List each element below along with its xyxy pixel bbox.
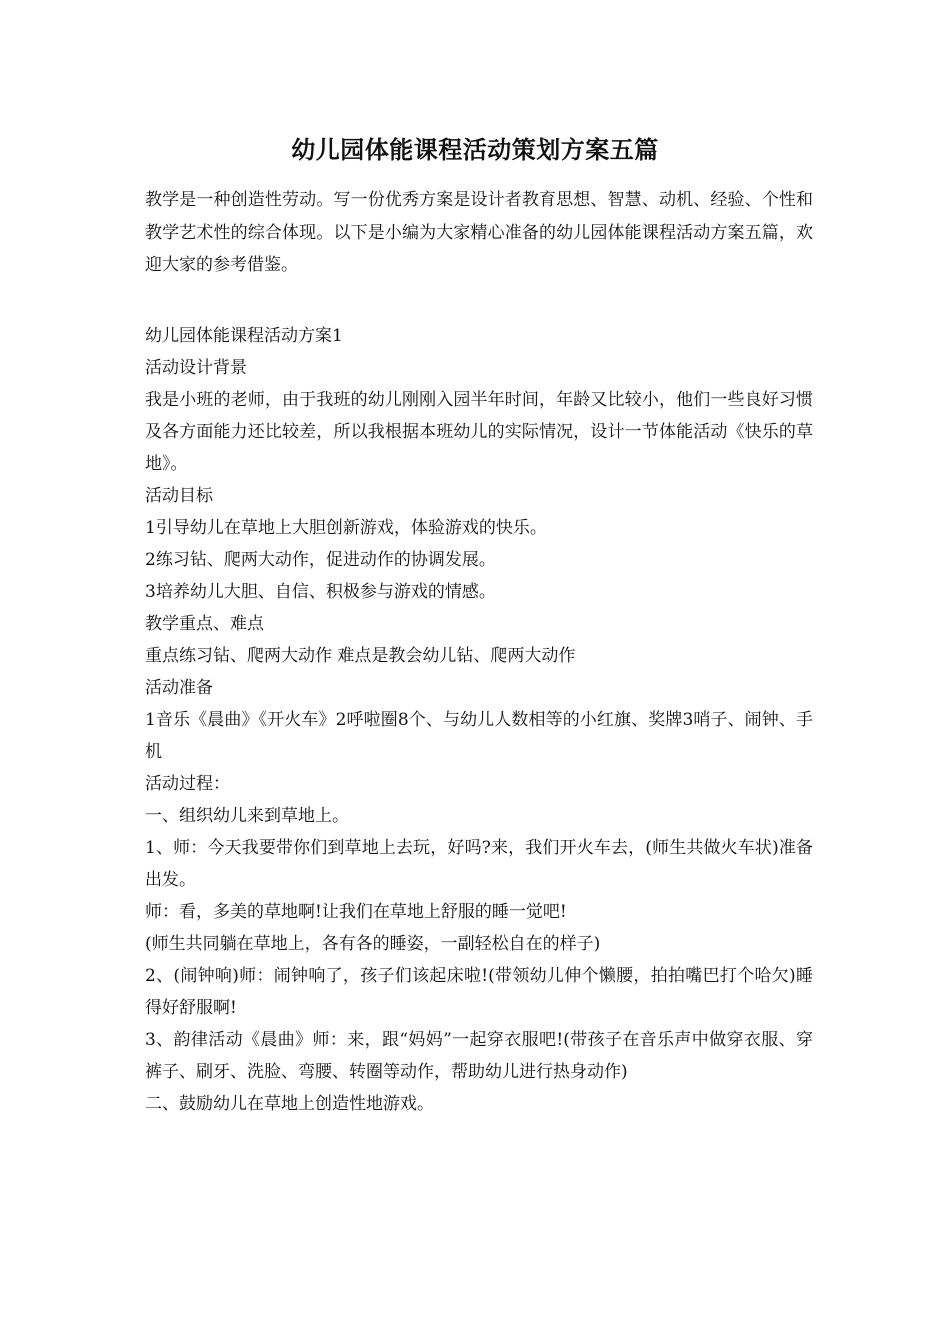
body-paragraph: 我是小班的老师，由于我班的幼儿刚刚入园半年时间，年龄又比较小，他们一些良好习惯及各方面能力还比较差，所以我根据本班幼儿的实际情况，设计一节体能活动《快乐的草地》。 xyxy=(145,389,813,474)
body-paragraph: 3、韵律活动《晨曲》师：来，跟“妈妈”一起穿衣服吧!(带孩子在音乐声中做穿衣服、穿裤子、刷牙、洗脸、弯腰、转圈等动作，帮助幼儿进行热身动作) xyxy=(145,1029,813,1082)
list-item: 2练习钻、爬两大动作，促进动作的协调发展。 xyxy=(145,549,496,570)
subsection-heading: 活动设计背景 xyxy=(145,357,247,378)
body-paragraph: 1、师：今天我要带你们到草地上去玩，好吗?来，我们开火车去，(师生共做火车状)准备出发。 xyxy=(145,837,813,890)
subsection-heading: 教学重点、难点 xyxy=(145,613,264,634)
document-title: 幼儿园体能课程活动策划方案五篇 xyxy=(291,135,659,164)
body-paragraph: 2、(闹钟响)师：闹钟响了，孩子们该起床啦!(带领幼儿伸个懒腰，拍拍嘴巴打个哈欠)睡得好舒服啊! xyxy=(145,965,813,1018)
body-paragraph: 师：看，多美的草地啊!让我们在草地上舒服的睡一觉吧! xyxy=(145,901,567,922)
subsection-heading: 活动过程： xyxy=(145,773,230,794)
paragraph-gap xyxy=(145,282,813,320)
list-item: 1引导幼儿在草地上大胆创新游戏，体验游戏的快乐。 xyxy=(145,517,547,538)
list-item: 3培养幼儿大胆、自信、积极参与游戏的情感。 xyxy=(145,581,496,602)
body-paragraph: (师生共同躺在草地上，各有各的睡姿，一副轻松自在的样子) xyxy=(145,933,601,954)
section-heading: 幼儿园体能课程活动方案1 xyxy=(145,325,343,346)
body-paragraph: 重点练习钻、爬两大动作 难点是教会幼儿钻、爬两大动作 xyxy=(145,645,576,666)
subsection-heading: 活动目标 xyxy=(145,485,213,506)
subsection-heading: 活动准备 xyxy=(145,677,213,698)
intro-paragraph: 教学是一种创造性劳动。写一份优秀方案是设计者教育思想、智慧、动机、经验、个性和教学艺术性的综合体现。以下是小编为大家精心准备的幼儿园体能课程活动方案五篇，欢迎大家的参考借鉴。 xyxy=(145,190,813,275)
body-paragraph: 二、鼓励幼儿在草地上创造性地游戏。 xyxy=(145,1093,434,1114)
body-paragraph: 1音乐《晨曲》《开火车》2呼啦圈8个、与幼儿人数相等的小红旗、奖牌3哨子、闹钟、手机 xyxy=(145,709,813,762)
body-paragraph: 一、组织幼儿来到草地上。 xyxy=(145,805,349,826)
document-body xyxy=(145,184,813,1120)
